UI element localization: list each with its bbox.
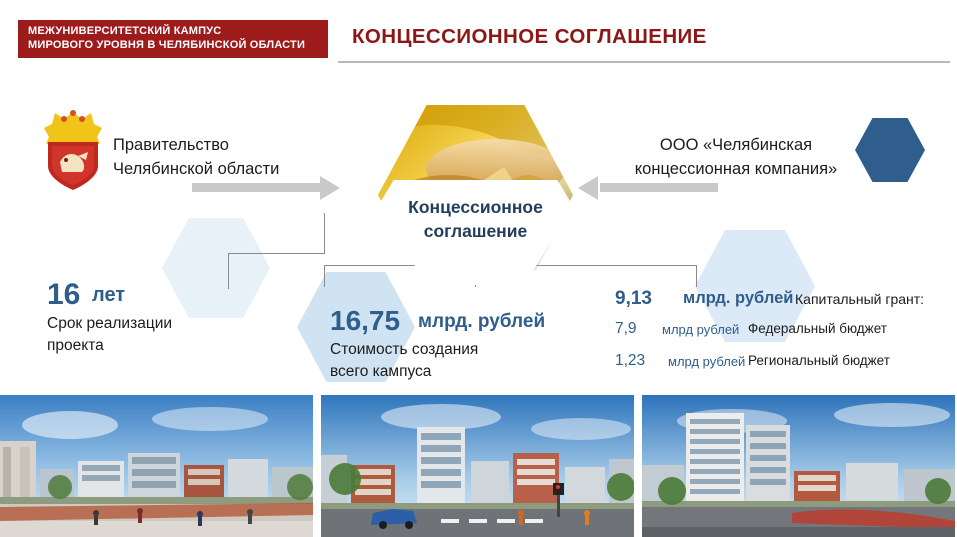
left-party-line2: Челябинской области (113, 159, 280, 178)
chelyabinsk-coat-of-arms-icon (42, 110, 104, 192)
cost-description-line1: Стоимость создания (330, 341, 479, 358)
connector-term-vertical (228, 253, 229, 289)
decorative-hexagon-ice (162, 218, 270, 318)
regional-unit: млрд рублей (668, 354, 746, 369)
arrow-left-head-icon (320, 176, 340, 200)
term-number: 16 (47, 278, 81, 311)
center-label-line2: соглашение (423, 220, 528, 241)
arrow-right-to-center (600, 183, 718, 192)
regional-number: 1,23 (615, 352, 646, 369)
campus-towers-render (642, 395, 955, 537)
federal-number: 7,9 (615, 320, 637, 337)
brand-logo-line1: МЕЖУНИВЕРСИТЕТСКИЙ КАМПУС (28, 25, 222, 37)
cost-description-line2: всего кампуса (330, 362, 432, 380)
connector-grant-drop (696, 265, 697, 287)
header-divider (338, 61, 950, 63)
grant-number: 9,13 (615, 288, 652, 309)
cost-number: 16,75 (330, 305, 401, 336)
federal-label: Федеральный бюджет (748, 321, 887, 336)
photo-strip (0, 395, 957, 537)
right-party-line1: ООО «Челябинская (659, 136, 813, 154)
brand-logo-line2: МИРОВОГО УРОВНЯ В ЧЕЛЯБИНСКОЙ ОБЛАСТИ (28, 38, 306, 51)
arrow-left-to-center (192, 183, 322, 192)
left-party-label (113, 134, 279, 182)
cost-description (330, 339, 478, 382)
arrow-right-head-icon (578, 176, 598, 200)
cost-unit: млрд. рублей (418, 311, 546, 332)
federal-unit: млрд рублей (662, 322, 740, 337)
term-description-line1: Срок реализации (47, 315, 173, 332)
grant-unit: млрд. рублей (683, 289, 794, 307)
left-party-line1: Правительство (113, 136, 229, 154)
campus-plaza-render (0, 395, 313, 537)
term-unit: лет (92, 284, 126, 306)
brand-logo (18, 20, 328, 58)
page-title: КОНЦЕССИОННОЕ СОГЛАШЕНИЕ (352, 25, 707, 48)
center-label-line1: Концессионное (408, 197, 543, 217)
right-party-label (620, 134, 852, 182)
right-party-line2: концессионная компания» (634, 159, 838, 178)
term-description-line2: проекта (47, 336, 104, 354)
regional-label: Региональный бюджет (748, 353, 890, 368)
grant-title: Капитальный грант: (795, 291, 925, 307)
connector-term-riser (324, 213, 325, 254)
connector-term-horizontal (228, 253, 324, 254)
center-label (378, 196, 573, 243)
term-description (47, 313, 172, 356)
right-party-hexagon (855, 118, 925, 182)
connector-cost-drop-left (324, 265, 325, 287)
campus-street-render (321, 395, 634, 537)
